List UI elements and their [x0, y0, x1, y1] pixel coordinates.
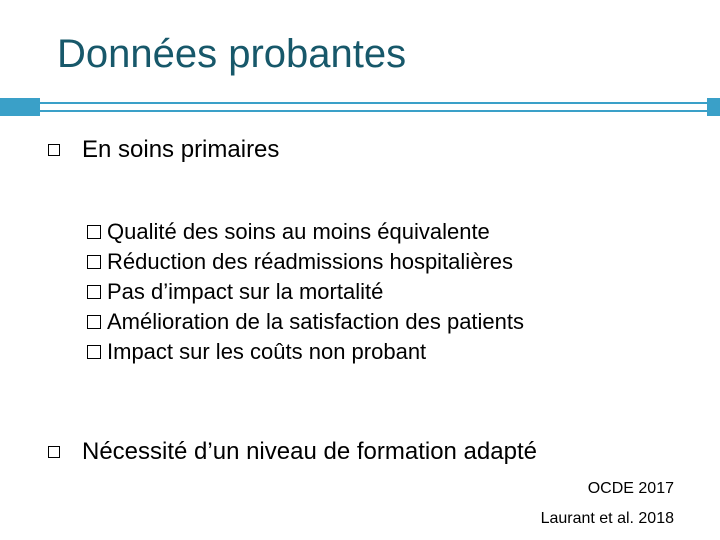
sub-bullet — [87, 337, 524, 367]
reference-ocde: OCDE 2017 — [587, 480, 674, 497]
sub-bullet-text: Réduction des réadmissions hospitalières — [107, 249, 513, 274]
checkbox-bullet-icon — [87, 345, 101, 359]
reference-laurant: Laurant et al. 2018 — [540, 510, 674, 527]
title-rule-left-block — [0, 98, 40, 116]
bullet-text: Nécessité d’un niveau de formation adapté — [82, 438, 537, 465]
slide-title: Données probantes — [57, 32, 407, 76]
sub-bullet — [87, 217, 524, 247]
sub-bullet-text: Amélioration de la satisfaction des patients — [107, 309, 525, 334]
sub-bullet-text: Impact sur les coûts non probant — [107, 339, 427, 364]
checkbox-bullet-icon — [87, 285, 101, 299]
title-rule — [40, 102, 707, 112]
checkbox-bullet-icon — [87, 315, 101, 329]
sub-bullet-list — [87, 217, 524, 367]
sub-bullet — [87, 307, 524, 337]
square-bullet-icon — [48, 144, 60, 156]
square-bullet-icon — [48, 446, 60, 458]
sub-bullet-text: Pas d’impact sur la mortalité — [107, 279, 384, 304]
title-rule-right-block — [707, 98, 720, 116]
bullet-text: En soins primaires — [82, 136, 280, 163]
sub-bullet — [87, 247, 524, 277]
checkbox-bullet-icon — [87, 255, 101, 269]
checkbox-bullet-icon — [87, 225, 101, 239]
sub-bullet-text: Qualité des soins au moins équivalente — [107, 219, 490, 244]
sub-bullet — [87, 277, 524, 307]
